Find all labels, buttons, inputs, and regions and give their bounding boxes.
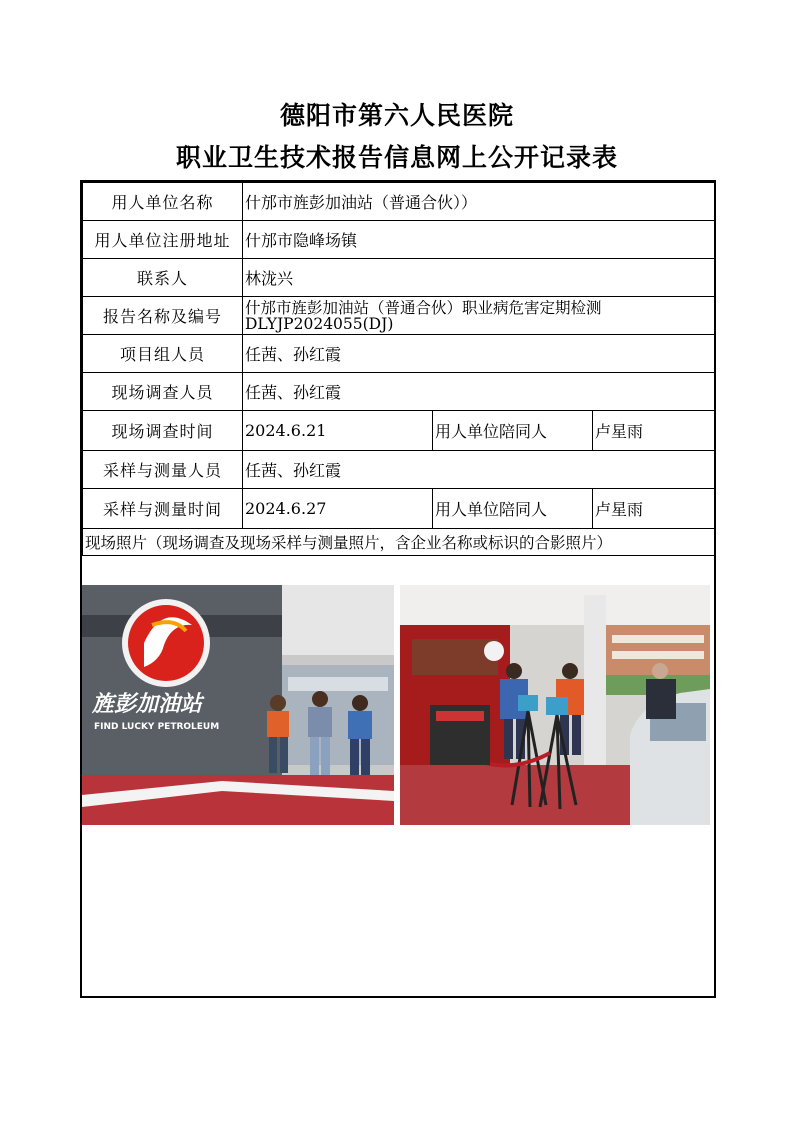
row-report (83, 297, 715, 335)
sampling-staff-label: 采样与测量人员 (83, 451, 243, 489)
sampling-staff-value: 任茜、孙红霞 (243, 451, 715, 489)
report-label: 报告名称及编号 (83, 297, 243, 335)
row-survey-time (83, 411, 715, 451)
team-label: 项目组人员 (83, 335, 243, 373)
report-name: 什邡市旌彭加油站（普通合伙）职业病危害定期检测 (245, 298, 602, 317)
record-form-table (82, 182, 715, 556)
row-address (83, 221, 715, 259)
row-employer-name (83, 183, 715, 221)
row-contact (83, 259, 715, 297)
row-team (83, 335, 715, 373)
site-photos (82, 585, 714, 825)
employer-name-label: 用人单位名称 (83, 183, 243, 221)
photo-caption: 现场照片（现场调查及现场采样与测量照片，含企业名称或标识的合影照片） (83, 529, 715, 556)
contact-label: 联系人 (83, 259, 243, 297)
row-sampling-staff (83, 451, 715, 489)
photo-group-with-logo (82, 585, 394, 825)
page-subtitle: 职业卫生技术报告信息网上公开记录表 (175, 143, 618, 172)
employer-name-value: 什邡市旌彭加油站（普通合伙）） (243, 183, 715, 221)
photo-group-image (82, 585, 394, 825)
sampling-time-label: 采样与测量时间 (83, 489, 243, 529)
row-sampling-time (83, 489, 715, 529)
photo-sampling-image (400, 585, 710, 825)
row-photo-caption (83, 529, 715, 556)
record-form-frame (80, 180, 716, 998)
station-logo-icon (122, 599, 210, 687)
left-sign-cn: 旌彭加油站 (92, 692, 203, 717)
left-sign-en: FIND LUCKY PETROLEUM (94, 722, 220, 732)
survey-staff-label: 现场调查人员 (83, 373, 243, 411)
sampling-time-value: 2024.6.27 (243, 489, 433, 529)
survey-time-label: 现场调查时间 (83, 411, 243, 451)
survey-staff-value: 任茜、孙红霞 (243, 373, 715, 411)
address-value: 什邡市隐峰场镇 (243, 221, 715, 259)
sampling-escort-label: 用人单位陪同人 (433, 489, 593, 529)
page-title: 德阳市第六人民医院 (279, 101, 514, 130)
team-value: 任茜、孙红霞 (243, 335, 715, 373)
address-label: 用人单位注册地址 (83, 221, 243, 259)
survey-time-value: 2024.6.21 (243, 411, 433, 451)
row-survey-staff (83, 373, 715, 411)
survey-escort-label: 用人单位陪同人 (433, 411, 593, 451)
sampling-escort-value: 卢星雨 (593, 489, 715, 529)
report-number: DLYJP2024055(DJ) (245, 314, 394, 333)
report-value (243, 297, 715, 335)
contact-value: 林泷兴 (243, 259, 715, 297)
survey-escort-value: 卢星雨 (593, 411, 715, 451)
photo-sampling-at-pump (400, 585, 710, 825)
